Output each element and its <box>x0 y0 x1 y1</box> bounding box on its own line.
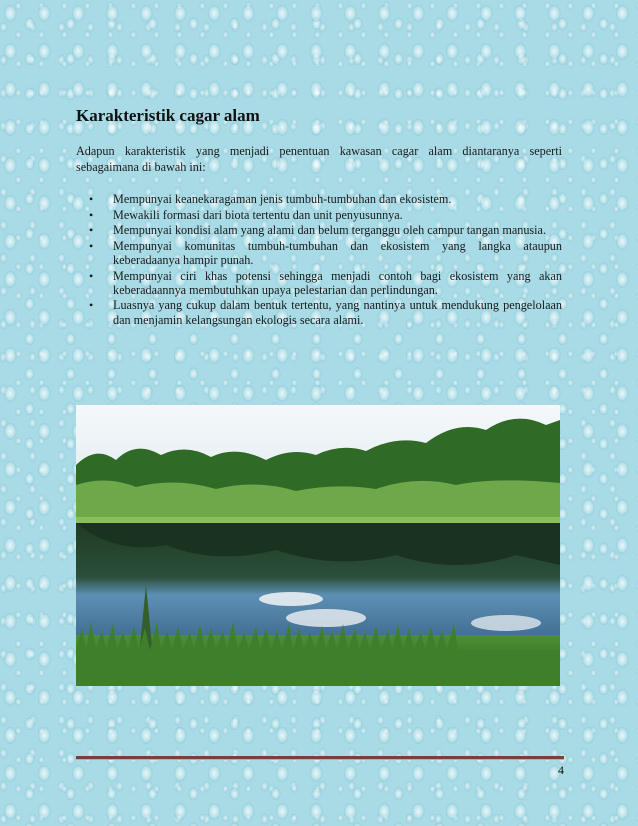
bullet-icon: • <box>89 238 94 253</box>
list-item <box>76 298 562 326</box>
section-title: Karakteristik cagar alam <box>76 106 260 125</box>
list-item <box>76 239 562 267</box>
bullet-icon: • <box>89 298 94 313</box>
list-item-text: Mempunyai kondisi alam yang alami dan belum terganggu oleh campur tangan manusia. <box>113 223 546 238</box>
page-number: 4 <box>558 763 564 777</box>
bullet-icon: • <box>89 192 94 206</box>
list-item-text: Mewakili formasi dari biota tertentu dan unit penyusunnya. <box>113 207 403 222</box>
characteristics-list <box>76 192 562 328</box>
list-item <box>76 192 562 206</box>
list-item <box>76 269 562 297</box>
list-item-text: Luasnya yang cukup dalam bentuk tertentu, yang nantinya untuk mendukung pengelolaan dan menjamin kelangsungan ekologis secara alami. <box>113 298 562 327</box>
list-item <box>76 208 562 222</box>
bullet-icon: • <box>89 223 94 238</box>
list-item-text: Mempunyai keanekaragaman jenis tumbuh-tumbuhan dan ekosistem. <box>113 192 452 206</box>
list-item-text: Mempunyai ciri khas potensi sehingga menjadi contoh bagi ekosistem yang akan keberadaannya membutuhkan upaya pelestarian dan perlindungan. <box>113 268 562 297</box>
lake-forest-photo <box>76 405 560 686</box>
bullet-icon: • <box>89 268 94 283</box>
list-item-text: Mempunyai komunitas tumbuh-tumbuhan dan ekosistem yang langka ataupun keberadaanya hampir punah. <box>113 238 562 267</box>
intro-paragraph: Adapun karakteristik yang menjadi penentuan kawasan cagar alam diantaranya seperti sebagaimana di bawah ini: <box>76 144 562 174</box>
document-page <box>76 0 564 826</box>
footer-rule <box>76 756 564 760</box>
list-item <box>76 223 562 237</box>
bullet-icon: • <box>89 207 94 222</box>
